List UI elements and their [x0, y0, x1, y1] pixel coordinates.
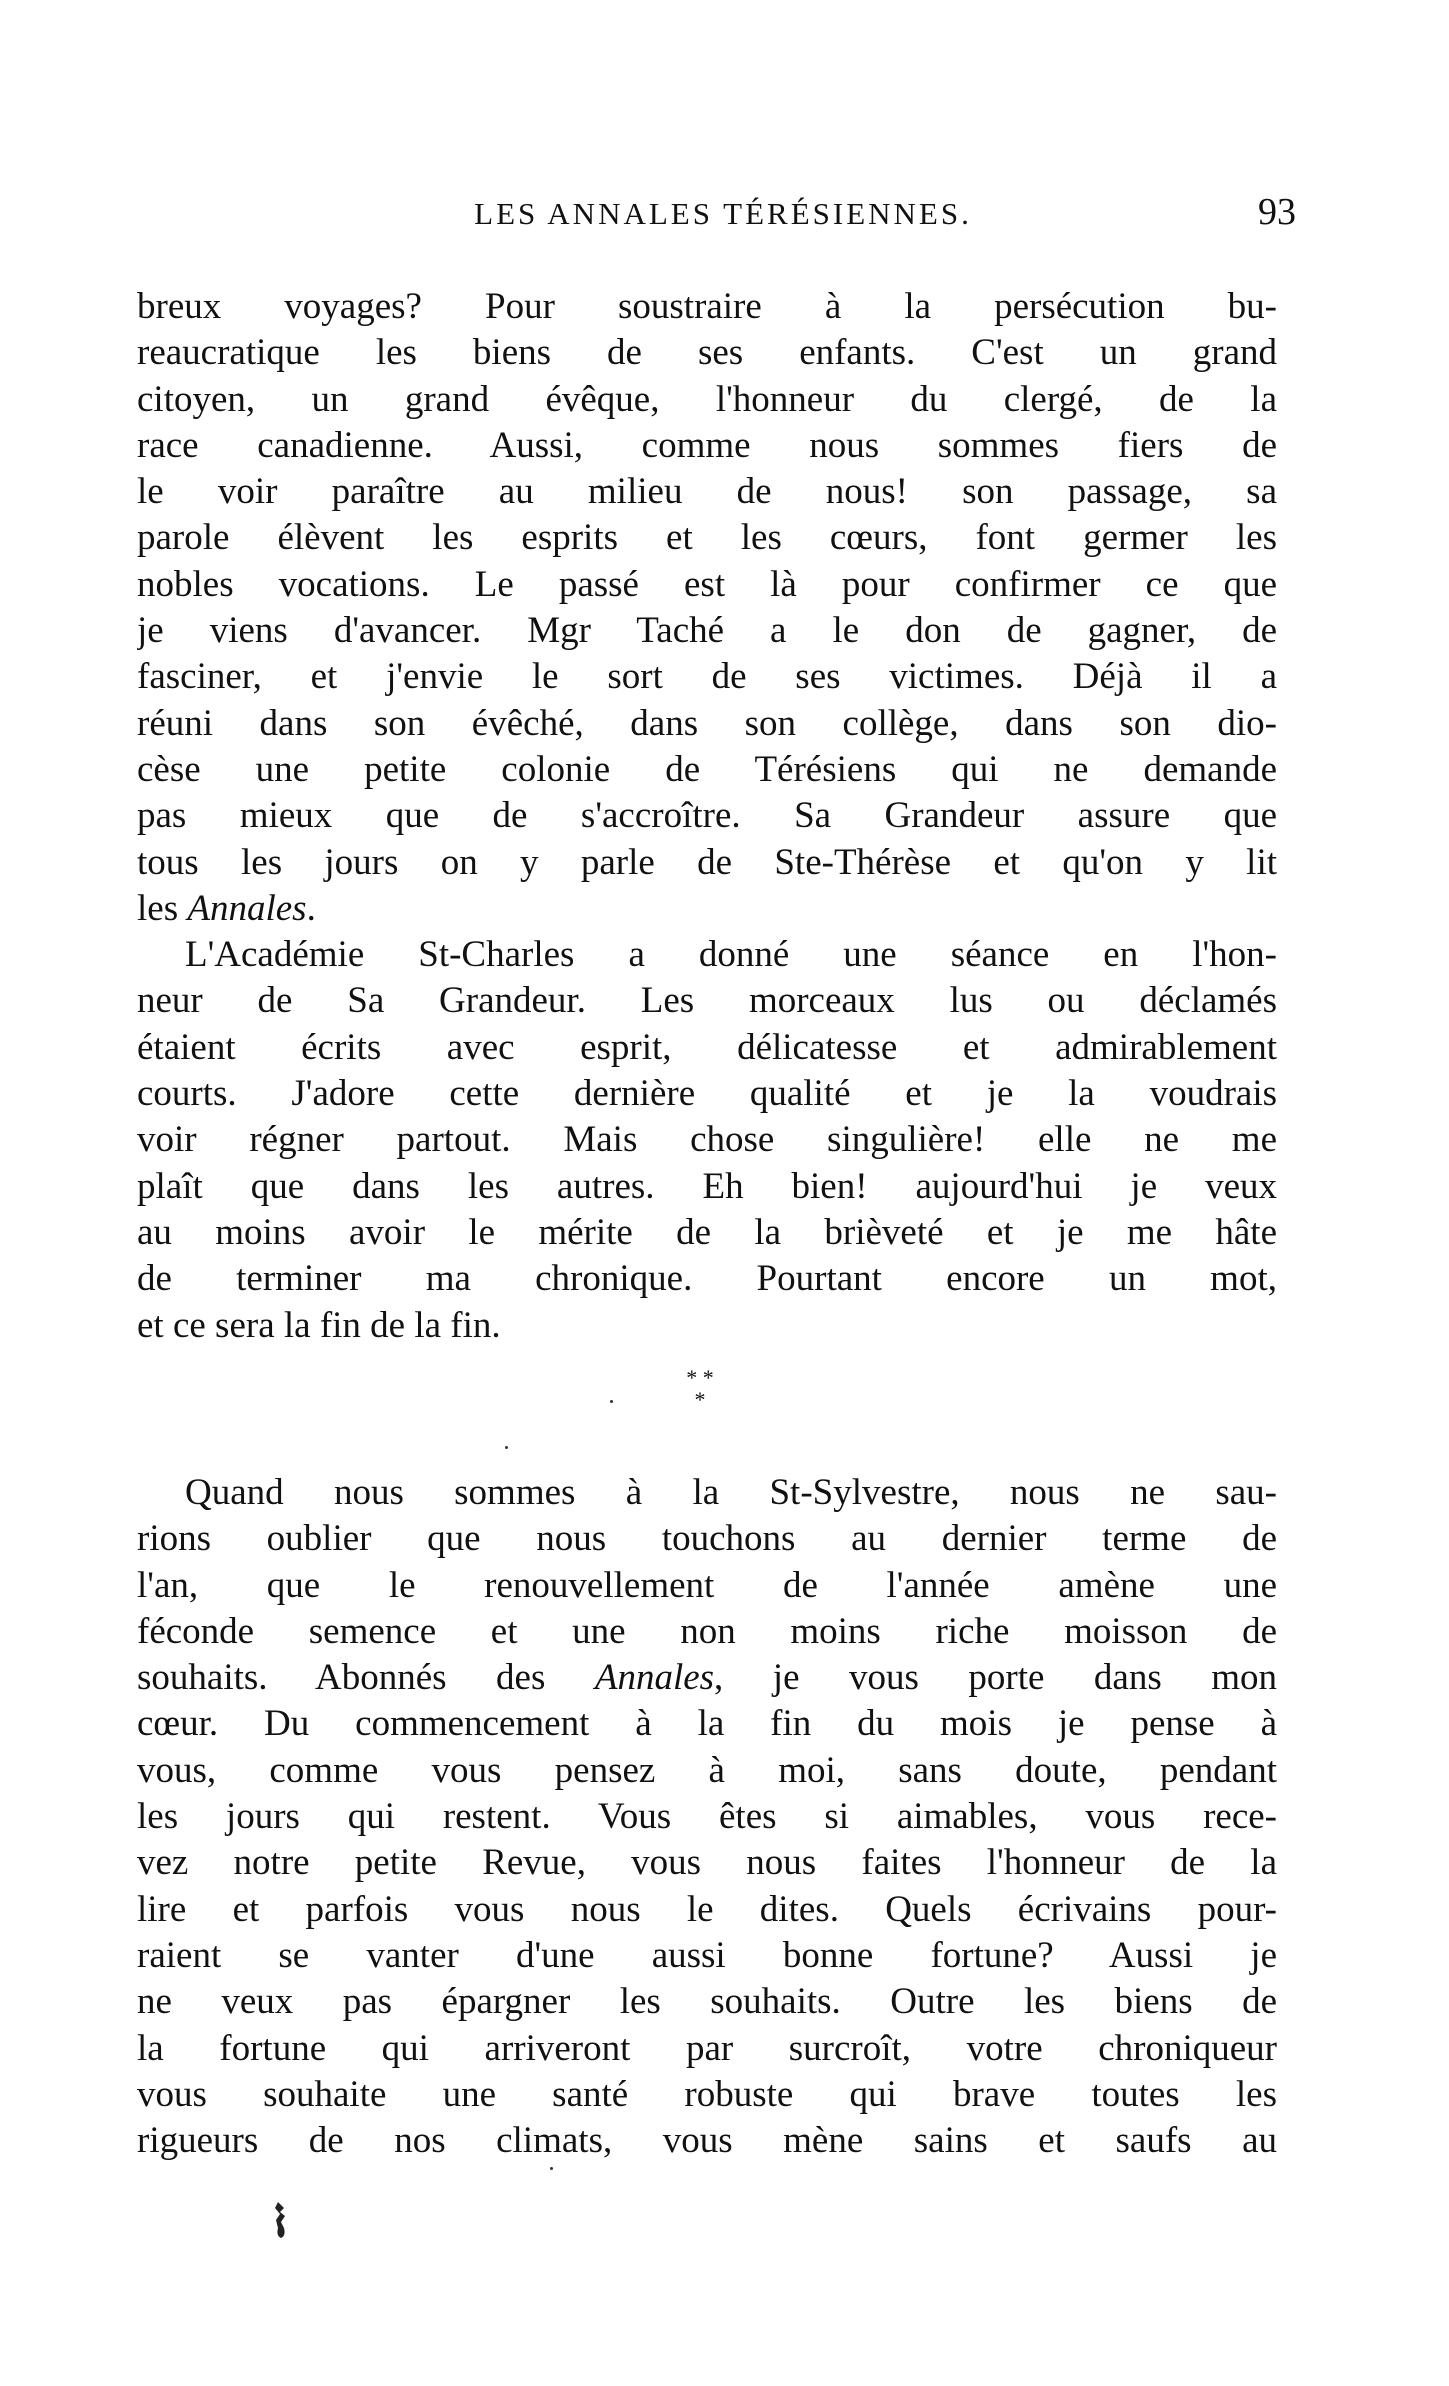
text-fragment: , je vous porte dans mon [714, 1657, 1277, 1699]
running-title: LES ANNALES TÉRÉSIENNES. [474, 196, 972, 231]
print-speck [550, 2167, 553, 2170]
text-line: réuni dans son évêché, dans son collège, dans son dio- [137, 702, 1277, 744]
text-line: courts. J'adore cette dernière qualité et je la voudrais [137, 1073, 1277, 1115]
text-line [137, 1655, 1277, 1701]
text-line: ne veux pas épargner les souhaits. Outre les biens de [137, 1981, 1277, 2023]
separator-stars-top: * * [686, 1365, 714, 1390]
text-line: féconde semence et une non moins riche moisson de [137, 1610, 1277, 1652]
text-line: la fortune qui arriveront par surcroît, votre chroniqueur [137, 2027, 1277, 2069]
text-line: plaît que dans les autres. Eh bien! aujourd'hui je veux [137, 1165, 1277, 1207]
text-line: cœur. Du commencement à la fin du mois je pense à [137, 1703, 1277, 1745]
text-line: Quand nous sommes à la St-Sylvestre, nous ne sau- [185, 1472, 1277, 1513]
section-separator [660, 1367, 740, 1411]
text-fragment: souhaits. Abonnés des [137, 1657, 595, 1699]
text-fragment: les [137, 887, 188, 929]
text-line: vez notre petite Revue, vous nous faites l'honneur de la [137, 1842, 1277, 1884]
text-line: raient se vanter d'une aussi bonne fortune? Aussi je [137, 1934, 1277, 1976]
italic-title: Annales [594, 1657, 715, 1699]
text-line: rions oublier que nous touchons au dernier terme de [137, 1518, 1277, 1560]
text-line: lire et parfois vous nous le dites. Quels écrivains pour- [137, 1888, 1277, 1930]
text-line: tous les jours on y parle de Ste-Thérèse et qu'on y lit [137, 841, 1277, 883]
print-speck [505, 1446, 508, 1449]
page-number: 93 [1258, 191, 1296, 233]
text-line: vous souhaite une santé robuste qui brave toutes les [137, 2073, 1277, 2115]
text-line: neur de Sa Grandeur. Les morceaux lus ou déclamés [137, 980, 1277, 1022]
text-fragment: . [306, 887, 316, 929]
text-line: les jours qui restent. Vous êtes si aimables, vous rece- [137, 1796, 1277, 1838]
text-line: L'Académie St-Charles a donné une séance en l'hon- [185, 934, 1277, 976]
separator-star-bottom: * [694, 1387, 706, 1412]
text-line: étaient écrits avec esprit, délicatesse et admirablement [137, 1026, 1277, 1068]
text-line: l'an, que le renouvellement de l'année amène une [137, 1564, 1277, 1606]
print-speck [610, 1400, 613, 1403]
text-block-bottom [137, 1470, 1277, 2164]
text-line: breux voyages? Pour soustraire à la persécution bu- [137, 286, 1277, 327]
text-line: parole élèvent les esprits et les cœurs, font germer les [137, 517, 1277, 559]
text-line: vous, comme vous pensez à moi, sans doute, pendant [137, 1749, 1277, 1791]
text-line: de terminer ma chronique. Pourtant encore un mot, [137, 1258, 1277, 1300]
italic-title: Annales [187, 887, 307, 929]
text-line: reaucratique les biens de ses enfants. C'est un grand [137, 332, 1277, 374]
text-line: cèse une petite colonie de Térésiens qui ne demande [137, 748, 1277, 790]
ink-blot-mark [272, 2200, 290, 2240]
text-line: fasciner, et j'envie le sort de ses victimes. Déjà il a [137, 656, 1277, 698]
text-line: citoyen, un grand évêque, l'honneur du clergé, de la [137, 378, 1277, 420]
text-line: rigueurs de nos climats, vous mène sains et saufs au [137, 2120, 1277, 2162]
text-line: et ce sera la fin de la fin. [137, 1304, 501, 1346]
text-line: race canadienne. Aussi, comme nous sommes fiers de [137, 424, 1277, 466]
text-line: le voir paraître au milieu de nous! son passage, sa [137, 471, 1277, 513]
text-block-top [137, 284, 1277, 1349]
text-line: pas mieux que de s'accroître. Sa Grandeur assure que [137, 795, 1277, 837]
text-line: nobles vocations. Le passé est là pour confirmer ce que [137, 563, 1277, 605]
text-line: voir régner partout. Mais chose singulière! elle ne me [137, 1119, 1277, 1161]
text-line: au moins avoir le mérite de la brièveté et je me hâte [137, 1211, 1277, 1253]
text-line [137, 886, 1277, 932]
text-line: je viens d'avancer. Mgr Taché a le don de gagner, de [137, 610, 1277, 652]
